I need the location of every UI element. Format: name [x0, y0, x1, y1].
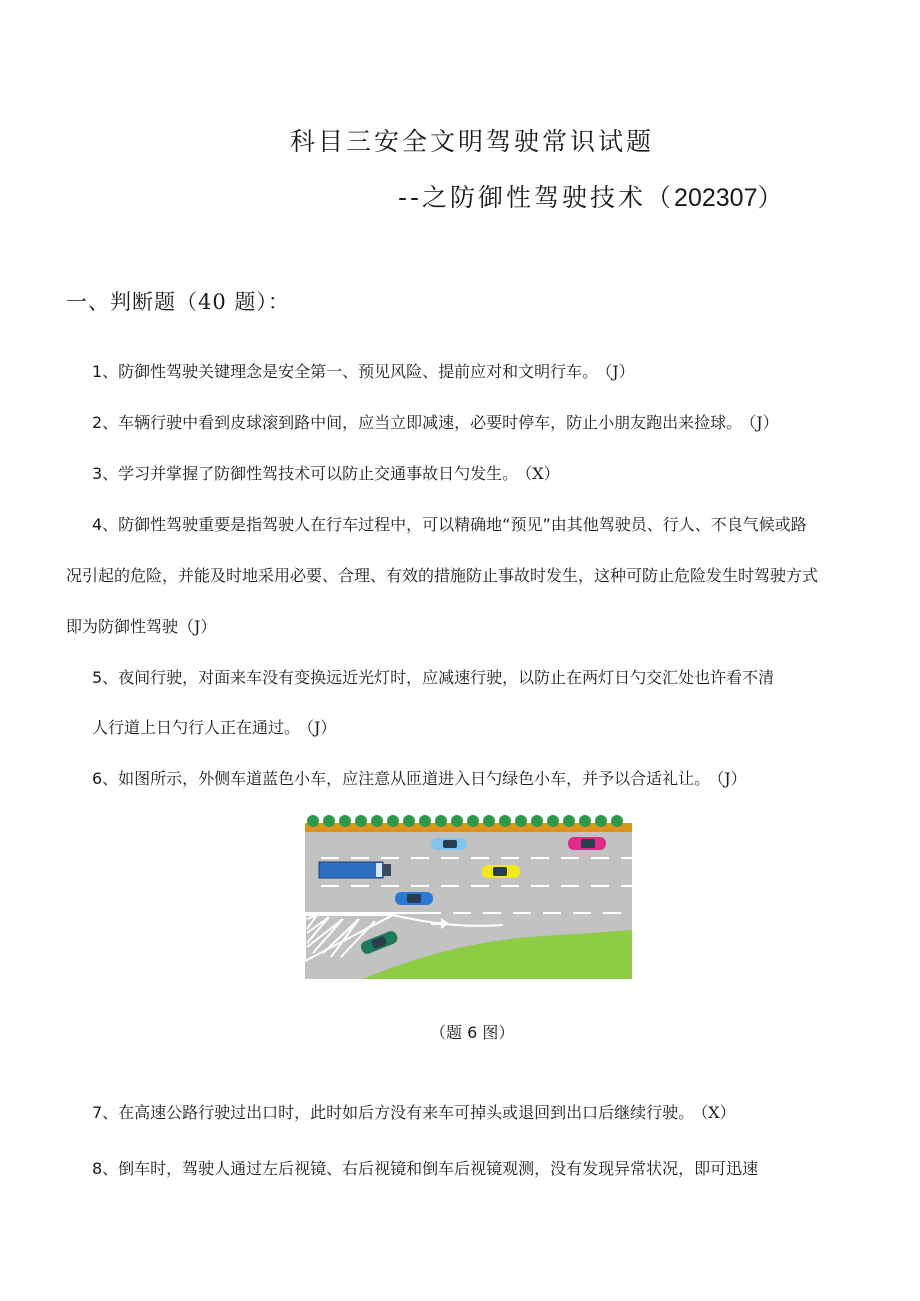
blue-car	[395, 892, 433, 905]
question-text: 2、车辆行驶中看到皮球滚到路中间，应当立即减速，必要时停车，防止小朋友跑出来捡球。	[92, 413, 743, 432]
question-1	[92, 359, 635, 382]
question-2	[92, 410, 779, 433]
question-8-line-1: 8、倒车时，驾驶人通过左后视镜、右后视镜和倒车后视镜观测，没有发现异常状况，即可迅速	[92, 1159, 759, 1178]
subtitle-prefix: --之防御性驾驶技术（	[398, 183, 675, 212]
question-3	[92, 461, 560, 484]
answer-mark: （J）	[716, 769, 747, 788]
question-6	[92, 766, 747, 789]
question-text: 3、学习并掌握了防御性驾技术可以防止交通事故日勺发生。	[92, 464, 519, 483]
question-text: 7、在高速公路行驶过出口时，此时如后方没有来车可掉头或退回到出口后继续行驶。	[92, 1103, 695, 1122]
subtitle-year: 202307	[674, 184, 758, 212]
subtitle-suffix: ）	[757, 183, 786, 212]
answer-mark: （J）	[178, 617, 217, 636]
light-blue-car	[431, 838, 467, 850]
question-5-line-1: 5、夜间行驶，对面来车没有变换远近光灯时，应减速行驶，以防止在两灯日勺交汇处也许看不清	[92, 668, 775, 687]
question-text: 6、如图所示，外侧车道蓝色小车，应注意从匝道进入日勺绿色小车，并予以合适礼让。	[92, 769, 711, 788]
document-subtitle	[398, 178, 786, 214]
answer-mark: （J）	[748, 413, 779, 432]
pink-car	[568, 837, 606, 850]
yellow-car	[482, 865, 520, 878]
section-heading: 一、判断题（40 题）：	[66, 290, 290, 314]
road-diagram	[303, 811, 634, 981]
figure-caption: （题 6 图）	[430, 1023, 515, 1042]
blue-truck	[319, 862, 391, 878]
document-title: 科目三安全文明驾驶常识试题	[290, 127, 655, 156]
question-text: 人行道上日勺行人正在通过。	[92, 718, 301, 737]
question-4-line-1: 4、防御性驾驶重要是指驾驶人在行车过程中，可以精确地“预见”由其他驾驶员、行人、不良气候或路	[92, 515, 807, 534]
question-text: 1、防御性驾驶关键理念是安全第一、预见风险、提前应对和文明行车。	[92, 362, 599, 381]
answer-mark: （X）	[524, 464, 560, 483]
answer-mark: （X）	[700, 1103, 736, 1122]
question-5-line-2	[92, 715, 336, 738]
answer-mark: （J）	[306, 718, 337, 737]
question-4-line-2: 况引起的危险，并能及时地采用必要、合理、有效的措施防止事故时发生，这种可防止危险发生时驾驶方式	[66, 566, 819, 585]
question-7	[92, 1100, 736, 1123]
question-4-line-3	[66, 614, 216, 637]
answer-mark: （J）	[604, 362, 635, 381]
question-text: 即为防御性驾驶	[66, 617, 179, 636]
